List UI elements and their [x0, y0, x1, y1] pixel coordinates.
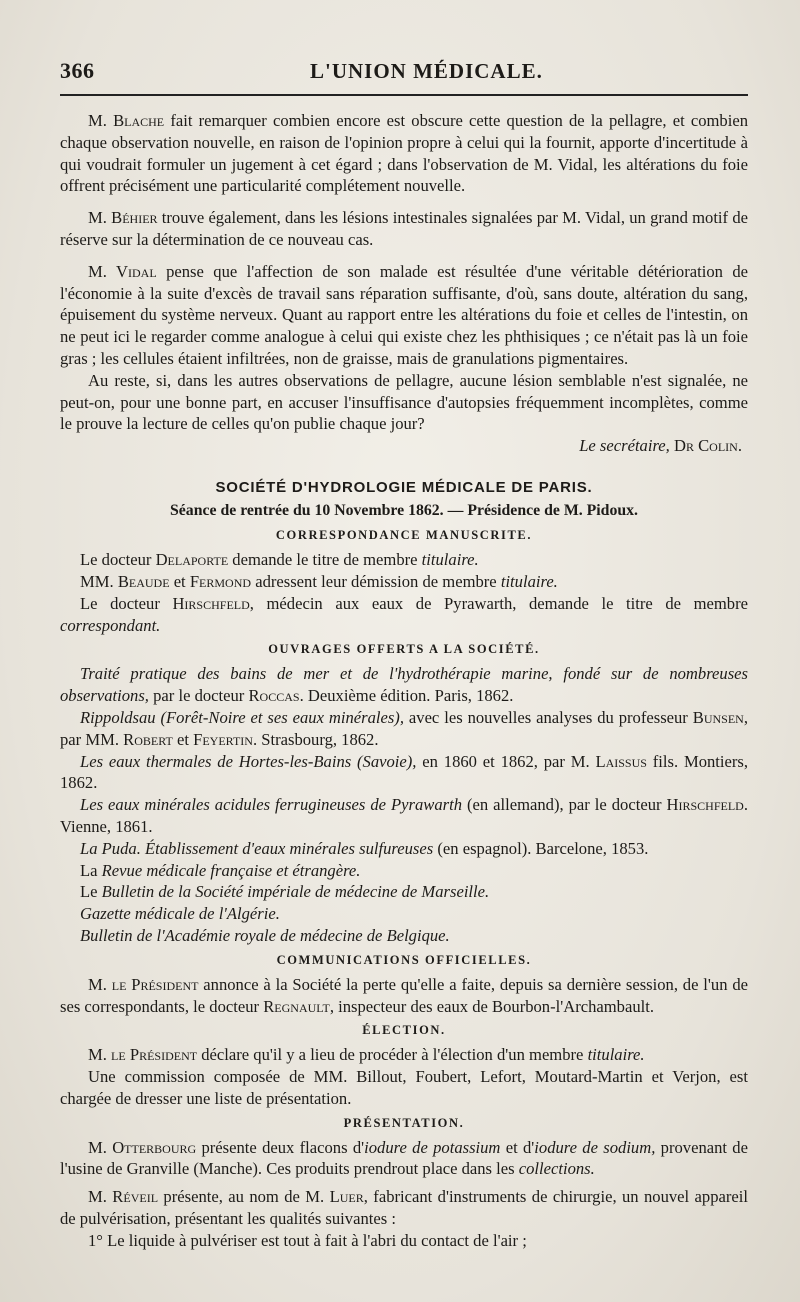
- paragraph-blache: [60, 110, 748, 197]
- list-item: La Revue médicale française et étrangère.: [80, 860, 361, 880]
- journal-title: L'UNION MÉDICALE.: [310, 59, 543, 83]
- running-header: [60, 58, 748, 84]
- list-item: Gazette médicale de l'Algérie.: [80, 904, 280, 924]
- paragraph-reveil: M. Réveil présente, au nom de M. Luer, fabricant d'instruments de chirurgie, un nouvel appareil de pulvérisation, présentant les qualités suivantes :: [60, 1187, 748, 1229]
- list-item: Les eaux thermales de Hortes-les-Bains (Savoie), en 1860 et 1862, par M. Laissus fils. Montiers, 1862.: [60, 751, 749, 793]
- list-item: Le Bulletin de la Société impériale de médecine de Marseille.: [80, 882, 490, 902]
- speaker-name: M. Vidal: [88, 261, 157, 281]
- paragraph-text: trouve également, dans les lésions intestinales signalées par M. Vidal, un grand motif de réserve sur la détermination de ce nouveau cas.: [60, 208, 748, 249]
- paragraph-item-1: 1° Le liquide à pulvériser est tout à fait à l'abri du contact de l'air ;: [88, 1230, 527, 1250]
- header-rule: [60, 94, 748, 96]
- society-title: SOCIÉTÉ D'HYDROLOGIE MÉDICALE DE PARIS.: [215, 479, 593, 497]
- page-number: 366: [60, 58, 95, 83]
- section-heading-ouvrages: OUVRAGES OFFERTS A LA SOCIÉTÉ.: [268, 642, 540, 657]
- list-item: Le docteur Hirschfeld, médecin aux eaux de Pyrawarth, demande le titre de membre correspondant.: [60, 593, 748, 635]
- signature-role: Le secrétaire,: [579, 436, 670, 456]
- section-heading-correspondance: CORRESPONDANCE MANUSCRITE.: [275, 528, 533, 543]
- paragraph-text: pense que l'affection de son malade est résultée d'une véritable détérioration de l'économie à la suite d'excès de travail sans réparation suffisante, d'où, sans doute, altération du sang, épuisement du système nerveux. Quant au rapport entre les altérations du foie et celles de l'intestin, on ne peut ici le regarder comme analogue à celui qui existe chez les phthisiques ; ce n'était pas là un foie gras ; les cellules étaient infiltrées, non de graisse, mais de granulations pigmentaires.: [60, 261, 748, 368]
- paragraph-behier: [60, 207, 748, 251]
- session-line: Séance de rentrée du 10 Novembre 1862. — Présidence de M. Pidoux.: [170, 502, 638, 520]
- section-heading-presentation: PRÉSENTATION.: [343, 1115, 465, 1130]
- paragraph-communication: M. le Président annonce à la Société la perte qu'elle a faite, depuis sa dernière session, de l'un de ses correspondants, le docteur Regnault, inspecteur des eaux de Bourbon-l'Archambault.: [60, 974, 748, 1016]
- signature-name: Dr Colin.: [669, 436, 742, 456]
- list-item: Rippoldsau (Forêt-Noire et ses eaux minérales), avec les nouvelles analyses du professeur Bunsen, par MM. Robert et Feyertin. Strasbourg, 1862.: [60, 707, 748, 749]
- paragraph-vidal: [60, 261, 748, 370]
- list-item: Le docteur Delaporte demande le titre de membre titulaire.: [80, 550, 479, 570]
- paragraph-conclusion: Au reste, si, dans les autres observations de pellagre, aucune lésion semblable n'est signalée, ne peut-on, pour une bonne part, en accuser l'insuffisance d'autopsies fréquemment incomplètes, comme le prouve la lecture de celles qu'on publie chaque jour?: [60, 370, 748, 434]
- list-item: Les eaux minérales acidules ferrugineuses de Pyrawarth (en allemand), par le docteur Hirschfeld. Vienne, 1861.: [60, 795, 748, 836]
- list-item: Traité pratique des bains de mer et de l'hydrothérapie marine, fondé sur de nombreuses observations, par le docteur Roccas. Deuxième édition. Paris, 1862.: [60, 664, 748, 706]
- list-item: La Puda. Établissement d'eaux minérales sulfureuses (en espagnol). Barcelone, 1853.: [80, 838, 649, 858]
- speaker-name: M. Blache: [88, 111, 165, 130]
- paragraph-text: fait remarquer combien encore est obscure cette question de la pellagre, et combien chaque observation nouvelle, en raison de l'opinion propre à celui qui la fournit, apporte d'incertitude à qui voudrait formuler un jugement à cet égard ; dans l'observation de M. Vidal, les altérations du foie offrent précisément une particularité complétement nouvelle.: [60, 111, 748, 196]
- paragraph-otterbourg: M. Otterbourg présente deux flacons d'iodure de potassium et d'iodure de sodium, provenant de l'usine de Granville (Manche). Ces produits prendrout place dans les collections.: [60, 1137, 748, 1179]
- correspondance-list: [60, 549, 748, 636]
- section-heading-election: ÉLECTION.: [362, 1023, 446, 1038]
- section-heading-communications: COMMUNICATIONS OFFICIELLES.: [276, 952, 532, 967]
- signature: [60, 435, 748, 457]
- list-item: MM. Beaude et Fermond adressent leur démission de membre titulaire.: [80, 571, 558, 591]
- ouvrages-list: [60, 663, 748, 946]
- list-item: Bulletin de l'Académie royale de médecine de Belgique.: [80, 925, 450, 945]
- paragraph-election: M. le Président déclare qu'il y a lieu de procéder à l'élection d'un membre titulaire.: [88, 1045, 645, 1065]
- speaker-name: M. Béhier: [88, 208, 158, 228]
- paragraph-commission: Une commission composée de MM. Billout, Foubert, Lefort, Moutard-Martin et Verjon, est chargée de dresser une liste de présentation.: [60, 1067, 748, 1108]
